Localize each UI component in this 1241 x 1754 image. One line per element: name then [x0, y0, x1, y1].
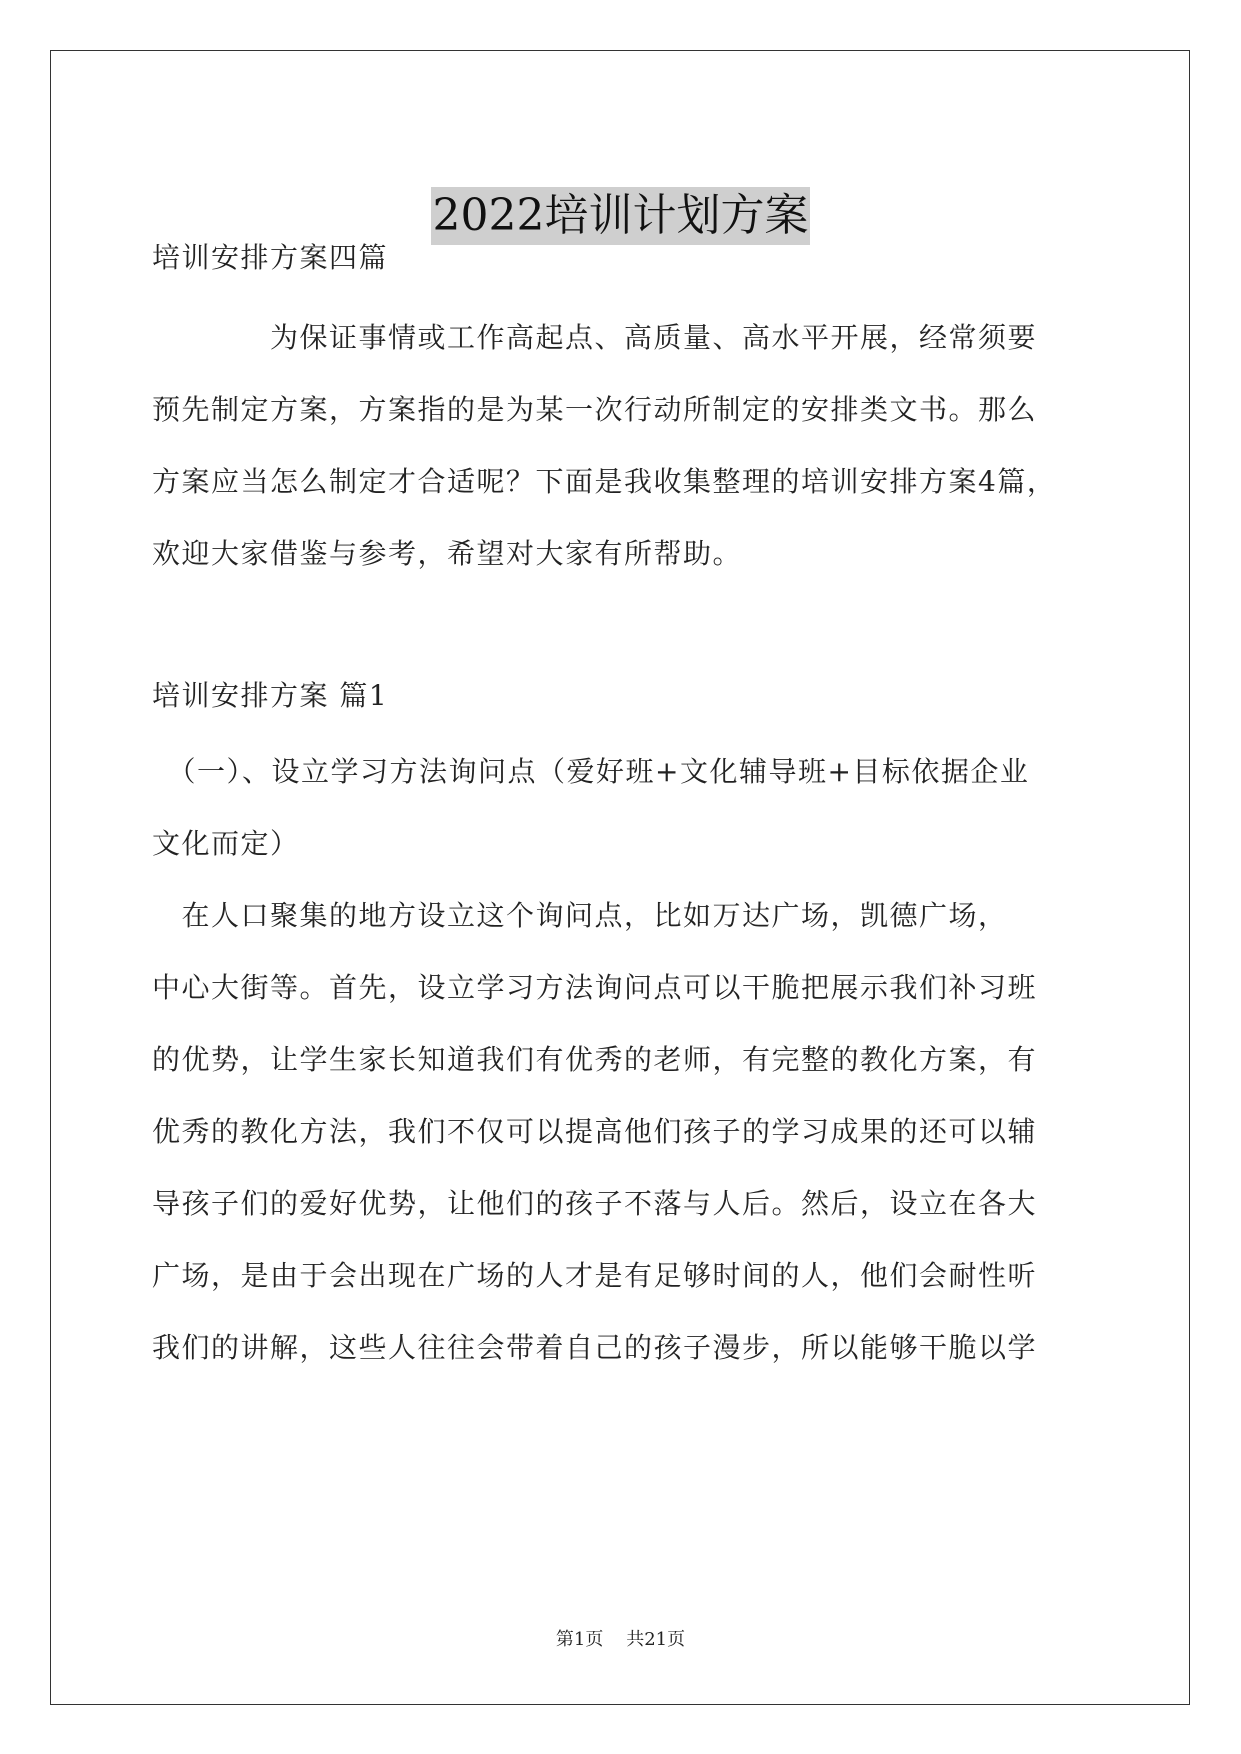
paragraph-line: 中心大街等。首先，设立学习方法询问点可以干脆把展示我们补习班	[152, 971, 1038, 1004]
paragraph-line: 方案应当怎么制定才合适呢？下面是我收集整理的培训安排方案4篇，	[152, 465, 1057, 498]
document-title: 2022培训计划方案	[431, 187, 811, 245]
page-total: 共21页	[626, 1629, 686, 1650]
paragraph-line: 欢迎大家借鉴与参考，希望对大家有所帮助。	[152, 537, 743, 570]
paragraph-line: 预先制定方案，方案指的是为某一次行动所制定的安排类文书。那么	[152, 393, 1038, 426]
page-number: 第1页	[555, 1629, 604, 1650]
paragraph-line: 在人口聚集的地方设立这个询问点，比如万达广场，凯德广场，	[152, 899, 1008, 932]
paragraph-line: 导孩子们的爱好优势，让他们的孩子不落与人后。然后，设立在各大	[152, 1187, 1038, 1220]
page-footer	[0, 1628, 1241, 1652]
paragraph-line: 文化而定）	[152, 827, 300, 860]
paragraph-line: 广场，是由于会出现在广场的人才是有足够时间的人，他们会耐性听	[152, 1259, 1038, 1292]
paragraph-line: 为保证事情或工作高起点、高质量、高水平开展，经常须要	[152, 321, 1038, 354]
paragraph-line: 我们的讲解，这些人往往会带着自己的孩子漫步，所以能够干脆以学	[152, 1331, 1038, 1364]
page-border	[50, 50, 1190, 1705]
section-heading: 培训安排方案 篇1	[152, 679, 389, 712]
paragraph-line: 的优势，让学生家长知道我们有优秀的老师，有完整的教化方案，有	[152, 1043, 1038, 1076]
paragraph-line: 优秀的教化方法，我们不仅可以提高他们孩子的学习成果的还可以辅	[152, 1115, 1038, 1148]
paragraph-line: （一）、设立学习方法询问点（爱好班+文化辅导班+目标依据企业	[152, 755, 1030, 788]
section-heading: 培训安排方案四篇	[152, 241, 389, 274]
